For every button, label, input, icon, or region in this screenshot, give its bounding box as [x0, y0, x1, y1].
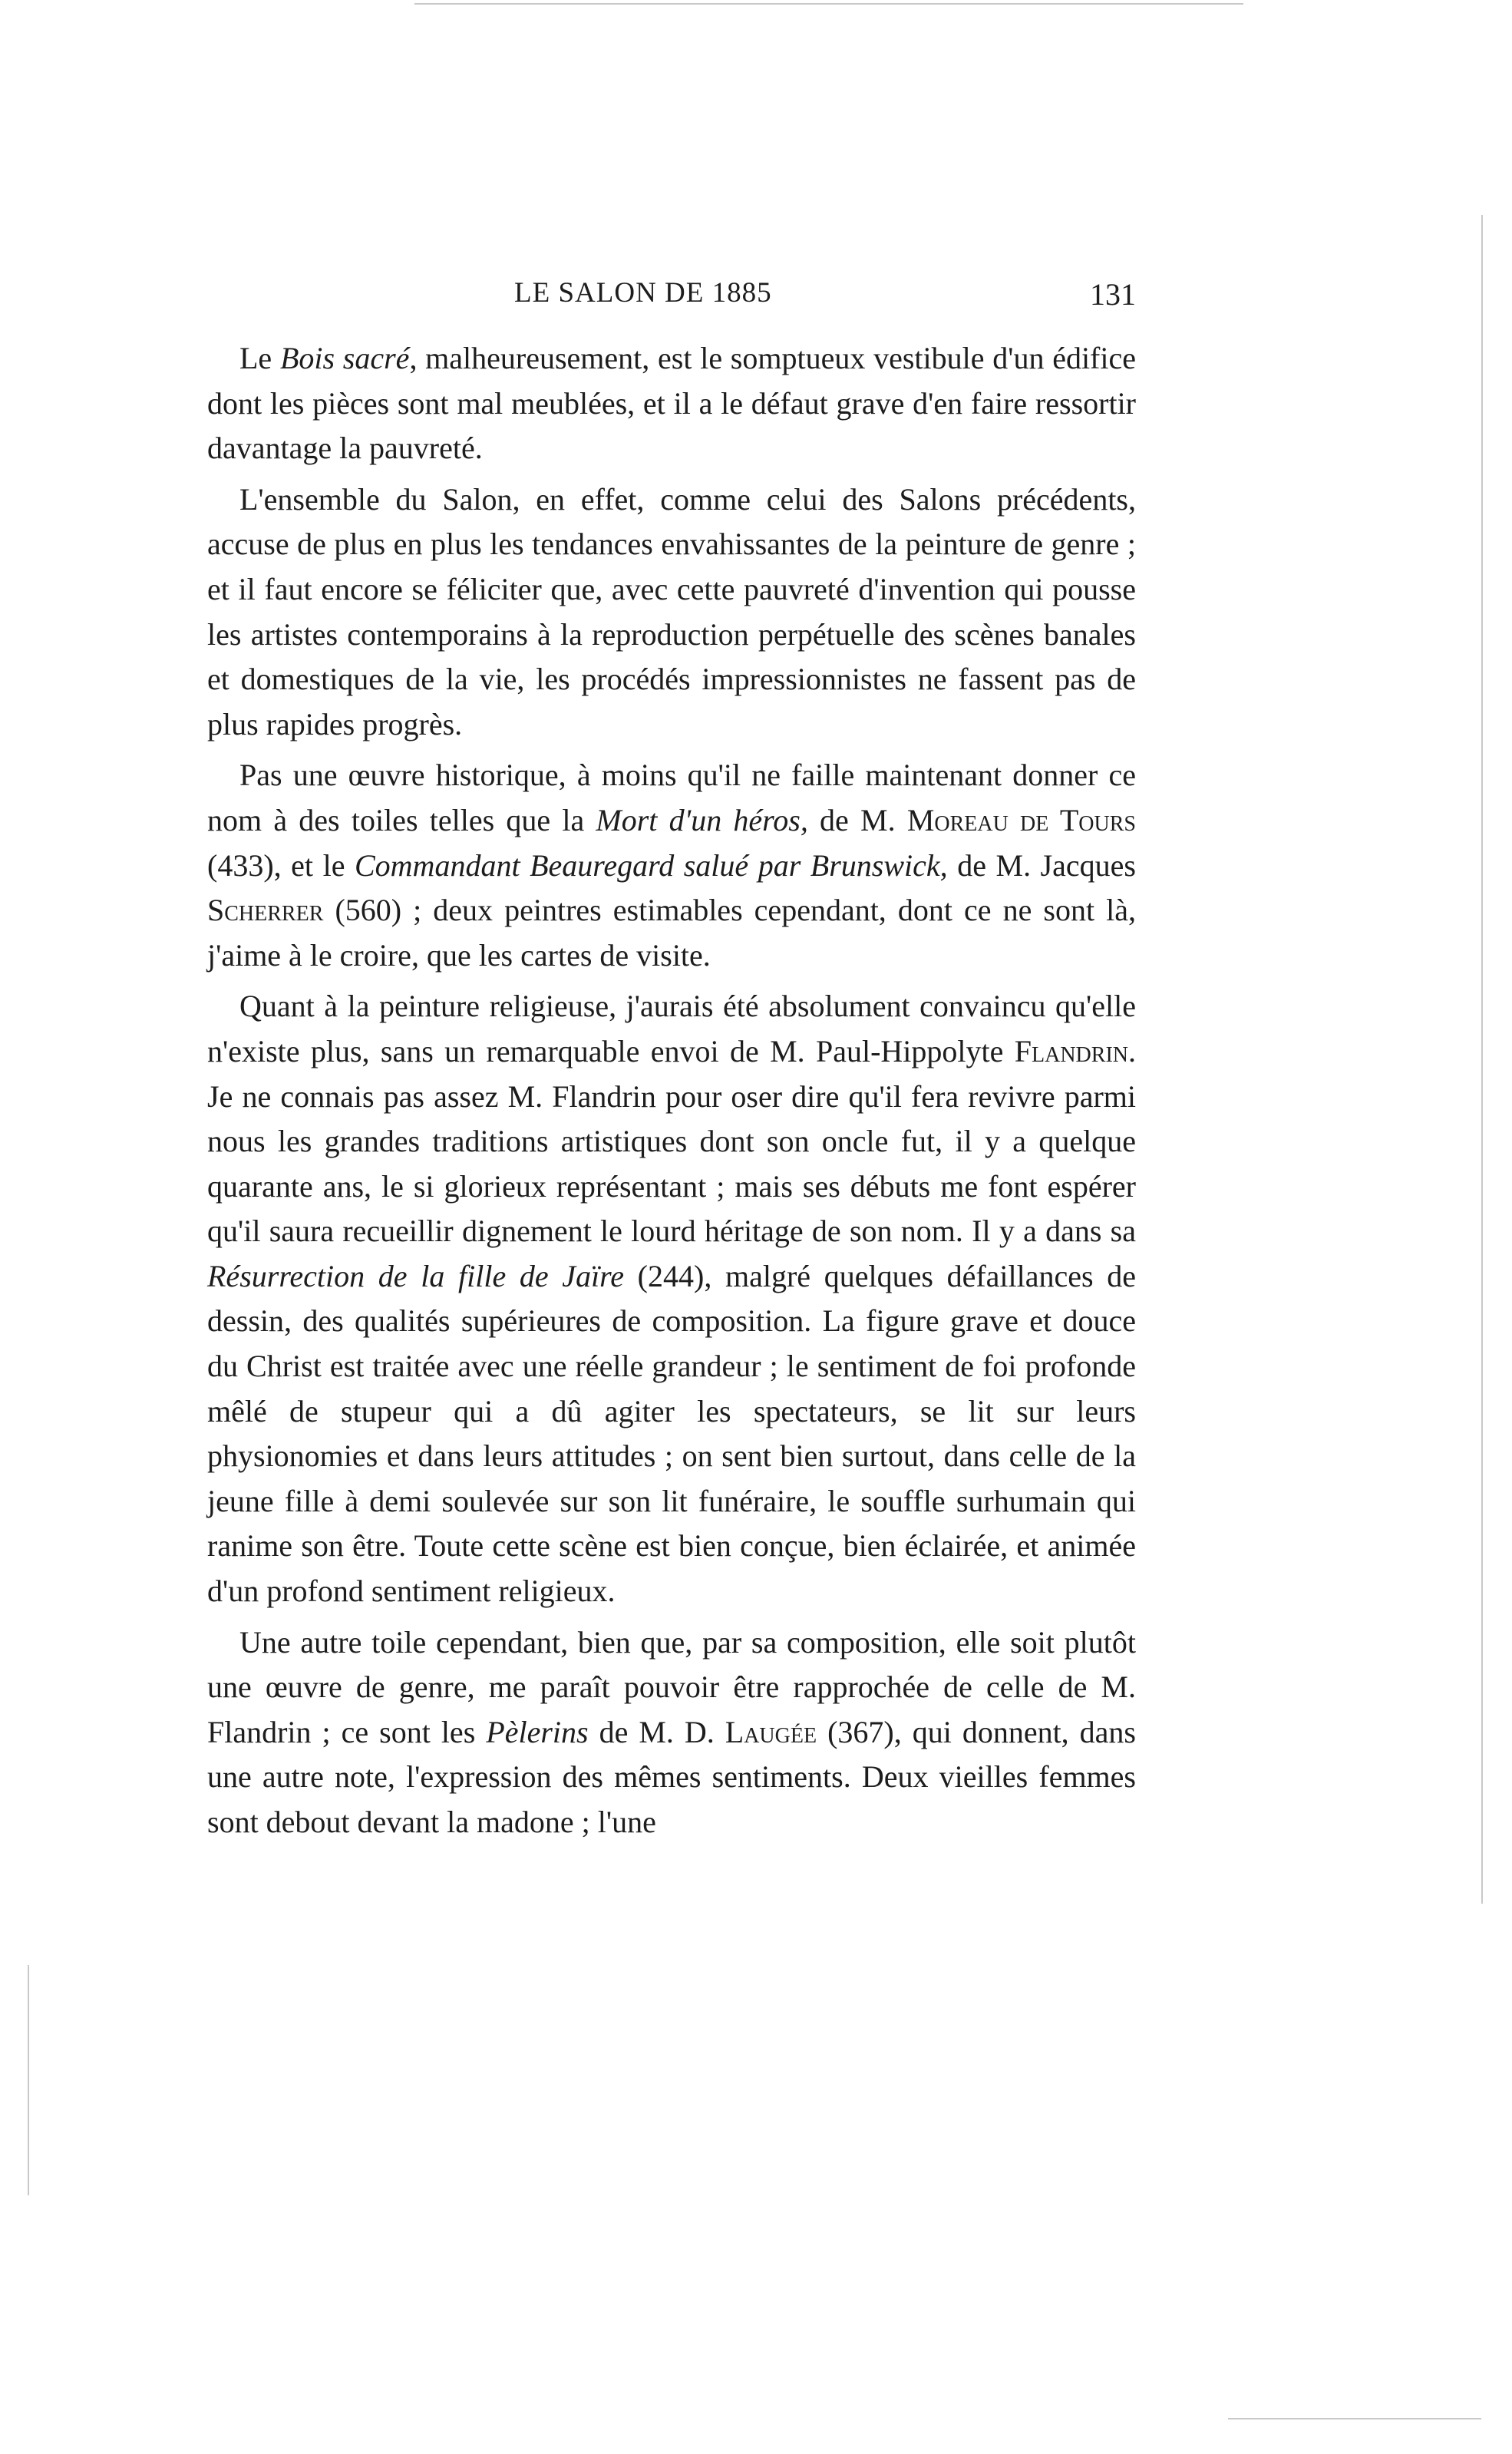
artwork-title: Mort d'un héros,: [596, 802, 808, 837]
scan-edge-top: [414, 3, 1243, 5]
artwork-title: Bois sacré: [279, 341, 410, 375]
artwork-title: Commandant Beauregard salué par Brunswick,: [354, 847, 948, 883]
artist-name: Moreau de Tours: [906, 802, 1136, 837]
paragraph-1: Le Bois sacré, malheureusement, est le somptueux vestibule d'un édifice dont les pièces sont mal meublées, et il a le défaut grave d'en faire ressortir davantage la pauvreté.: [207, 341, 1137, 466]
page-number: 131: [1090, 277, 1136, 312]
paragraph-2: L'ensemble du Salon, en effet, comme celui des Salons précédents, accuse de plus en plus les tendances envahissantes de la peinture de genre ; et il faut encore se féliciter que, avec cette pauvreté d'invention qui pousse les artistes contemporains à la reproduction perpétuelle des scènes banales et domestiques de la vie, les procédés impressionnistes ne fassent pas de plus rapides progrès.: [207, 481, 1136, 741]
paragraph-4: Quant à la peinture religieuse, j'aurais été absolument convaincu qu'elle n'existe plus, sans un remarquable envoi de M. Paul-Hippolyte Flandrin. Je ne connais pas assez M. Flandrin pour oser dire qu'il fera revivre parmi nous les grandes traditions artistiques dont son oncle fut, il y a quelque quarante ans, le si glorieux représentant ; mais ses débuts me font espérer qu'il saura recueillir dignement le lourd héritage de son nom. Il y a dans sa Résurrection de la fille de Jaïre (244), malgré quelques défaillances de dessin, des qualités supérieures de composition. La figure grave et douce du Christ est traitée avec une réelle grandeur ; le sentiment de foi profonde mêlé de stupeur qui a dû agiter les spectateurs, se lit sur leurs physionomies et dans leurs attitudes ; on sent bien surtout, dans celle de la jeune fille à demi soulevée sur son lit funéraire, le souffle surhumain qui ranime son être. Toute cette scène est bien conçue, bien éclairée, et animée d'un profond sentiment religieux.: [207, 989, 1136, 1609]
paragraph-3: Pas une œuvre historique, à moins qu'il ne faille maintenant donner ce nom à des toiles telles que la Mort d'un héros, de M. Moreau de Tours (433), et le Commandant Beauregard salué par Brunswick, de M. Jacques Scherrer (560) ; deux peintres estimables cependant, dont ce ne sont là, j'aime à le croire, que les cartes de visite.: [207, 758, 1136, 973]
scan-edge-right: [1481, 215, 1483, 1904]
artwork-title: Résurrection de la fille de Jaïre: [207, 1258, 625, 1293]
scan-edge-bottom: [1228, 2418, 1481, 2419]
page-header: [207, 276, 1136, 322]
scan-edge-left: [28, 1965, 29, 2195]
artist-name: Flandrin: [1014, 1033, 1128, 1068]
artist-name: Laugée: [725, 1714, 817, 1749]
artist-name: Scherrer: [207, 893, 324, 928]
running-head: LE SALON DE 1885: [514, 277, 772, 309]
paragraph-5: Une autre toile cependant, bien que, par sa composition, elle soit plutôt une œuvre de genre, me paraît pouvoir être rapprochée de celle de M. Flandrin ; ce sont les Pèlerins de M. D. Laugée (367), qui donnent, dans une autre note, l'expression des mêmes sentiments. Deux vieilles femmes sont debout devant la madone ; l'une: [207, 1624, 1136, 1839]
body-text: [207, 336, 1136, 1845]
artwork-title: Pèlerins: [486, 1714, 589, 1749]
